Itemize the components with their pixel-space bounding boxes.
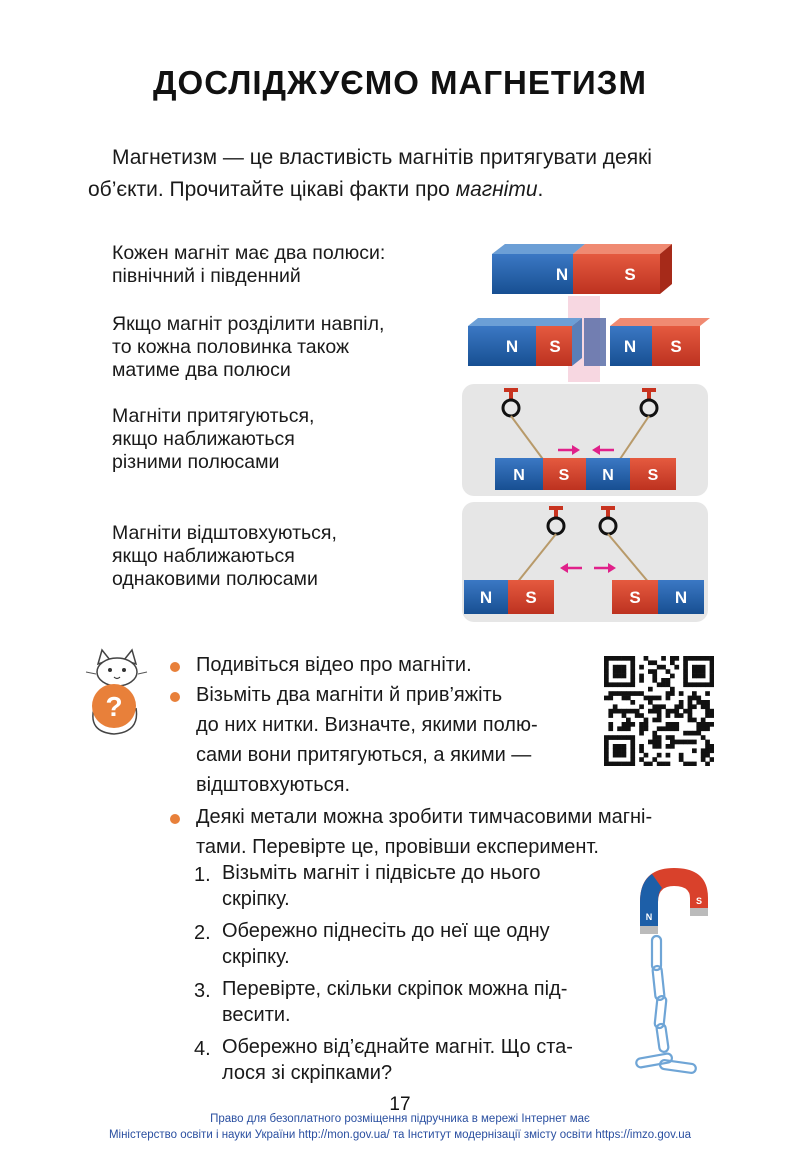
steps-list (194, 860, 614, 1086)
pole-label-s: S (647, 467, 659, 484)
magnets-illustration (460, 236, 710, 626)
repulsion-panel (462, 502, 708, 622)
bullet-dot (170, 814, 180, 824)
fact-1-line-2: північний і південний (112, 265, 301, 287)
step-3-line-1: Перевірте, скільки скріпок можна під- (222, 978, 568, 1000)
step-4 (194, 1034, 614, 1086)
fact-4-line-3: однаковими полюсами (112, 568, 318, 590)
task-bullet-1: Подивіться відео про магніти. (196, 654, 472, 676)
fact-2-line-3: матиме два полюси (112, 359, 291, 381)
intro-line-2-text: об’єкти. Прочитайте цікаві факти про (88, 178, 456, 201)
whole-magnet (492, 244, 672, 294)
step-2-line-1: Обережно піднесіть до неї ще одну (222, 920, 550, 942)
attraction-panel (462, 384, 708, 496)
pole-label-s: S (549, 337, 561, 356)
svg-text:?: ? (105, 691, 123, 722)
task-bullet-2-line-3: сами вони притягуються, а якими — (196, 744, 532, 766)
split-magnet (468, 296, 710, 382)
pole-label-s: S (624, 265, 636, 284)
fact-1-line-1: Кожен магніт має два полюси: (112, 242, 386, 264)
intro-period: . (537, 178, 544, 201)
task-list (170, 650, 590, 800)
intro-italic-word: магніти (455, 178, 538, 201)
step-number: 3. (194, 980, 211, 1002)
pole-label-n: N (513, 467, 525, 484)
intro-line-2 (88, 174, 728, 206)
pole-label-s: S (525, 588, 537, 607)
step-4-line-2: лося зі скріпками? (222, 1062, 393, 1084)
pole-label-s: S (670, 337, 682, 356)
pole-label-n: N (674, 588, 688, 607)
pole-label-n: N (602, 467, 614, 484)
fact-2-line-1: Якщо магніт розділити навпіл, (112, 313, 385, 335)
step-2-line-2: скріпку. (222, 946, 290, 968)
step-1-line-2: скріпку. (222, 888, 290, 910)
intro-line-1: Магнетизм — це властивість магнітів притягувати деякі (112, 146, 652, 169)
horseshoe-magnet-icon (626, 858, 722, 1080)
task-bullet-3-line-2: тами. Перевірте це, провівши експеримент. (196, 836, 599, 858)
cat-question-icon (84, 648, 148, 740)
footer-line-1: Право для безоплатного розміщення підручника в мережі Інтернет має (210, 1113, 590, 1125)
step-number: 2. (194, 922, 211, 944)
bullet-dot (170, 662, 180, 672)
fact-2 (112, 313, 384, 382)
step-3 (194, 976, 614, 1028)
pole-label-n: N (505, 337, 519, 356)
pole-label-n: N (555, 265, 569, 284)
pole-label-s: S (558, 467, 570, 484)
task-bullet-2-line-2: до них нитки. Визначте, якими полю- (196, 714, 538, 736)
pole-label-s: S (629, 588, 641, 607)
step-2 (194, 918, 614, 970)
fact-2-line-2: то кожна половинка також (112, 336, 350, 358)
task-bullet-3-line-1: Деякі метали можна зробити тимчасовими магні- (196, 806, 653, 828)
intro-paragraph (88, 142, 728, 206)
fact-4 (112, 522, 337, 591)
step-number: 1. (194, 864, 211, 886)
pole-label-n: N (479, 588, 493, 607)
footer (0, 1111, 800, 1143)
fact-3-line-2: якщо наближаються (112, 428, 295, 450)
task-bullet-2-line-1: Візьміть два магніти й прив’яжіть (196, 684, 503, 706)
step-3-line-2: весити. (222, 1004, 291, 1026)
step-4-line-1: Обережно від’єднайте магніт. Що ста- (222, 1036, 573, 1058)
bullet-dot (170, 692, 180, 702)
step-number: 4. (194, 1038, 211, 1060)
fact-3 (112, 405, 314, 474)
fact-4-line-2: якщо наближаються (112, 545, 295, 567)
task-bullet-3 (170, 802, 720, 862)
step-1 (194, 860, 614, 912)
step-1-line-1: Візьміть магніт і підвісьте до нього (222, 862, 541, 884)
fact-4-line-1: Магніти відштовхуються, (112, 522, 337, 544)
fact-3-line-3: різними полюсами (112, 451, 280, 473)
footer-line-2: Міністерство освіти і науки України http://mon.gov.ua/ та Інститут модернізації змісту освіти https://imzo.gov.ua (108, 1129, 692, 1141)
pole-label-s: S (695, 896, 703, 906)
page-title: ДОСЛІДЖУЄМО МАГНЕТИЗМ (153, 64, 647, 101)
pole-label-n: N (645, 912, 653, 922)
qr-code[interactable] (604, 656, 714, 766)
page-number: 17 (389, 1094, 411, 1115)
fact-3-line-1: Магніти притягуються, (112, 405, 315, 427)
fact-1 (112, 242, 385, 288)
pole-label-n: N (623, 337, 637, 356)
task-bullet-2-line-4: відштовхуються. (196, 774, 350, 796)
